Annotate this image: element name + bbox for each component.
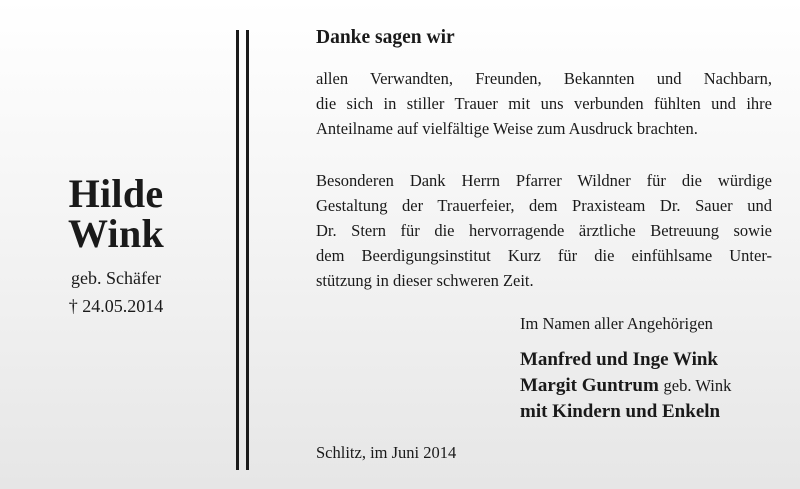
paragraph-line: die sich in stiller Trauer mit uns verbunden fühlten und ihre	[316, 94, 772, 113]
thanks-paragraph-2	[316, 168, 772, 293]
thanks-heading: Danke sagen wir	[316, 27, 455, 48]
paragraph-line: allen Verwandten, Freunden, Bekannten und Nachbarn,	[316, 69, 772, 88]
deceased-first-name: Hilde	[68, 171, 164, 216]
paragraph-line: dem Beerdigungsinstitut Kurz für die einfühlsame Unter-	[316, 246, 772, 265]
signature-name: Manfred und Inge Wink	[520, 349, 718, 370]
deceased-panel	[0, 0, 232, 489]
signature-line	[520, 400, 720, 424]
deceased-death-date: † 24.05.2014	[68, 296, 164, 316]
divider-line-right	[246, 30, 249, 470]
thanks-paragraph-1	[316, 66, 772, 141]
signature-suffix: geb. Wink	[663, 376, 732, 395]
signature-name: Margit Guntrum	[520, 375, 659, 396]
deceased-birth-name: geb. Schäfer	[71, 268, 161, 288]
paragraph-line: Besonderen Dank Herrn Pfarrer Wildner für die würdige	[316, 171, 772, 190]
paragraph-line: Dr. Stern für die hervorragende ärztliche Betreuung sowie	[316, 221, 772, 240]
paragraph-line: stützung in dieser schweren Zeit.	[316, 271, 534, 290]
signature-name: mit Kindern und Enkeln	[520, 401, 721, 422]
signature-line	[520, 348, 718, 372]
place-date: Schlitz, im Juni 2014	[316, 443, 457, 462]
deceased-last-name: Wink	[67, 211, 165, 256]
thanks-panel	[316, 0, 772, 489]
paragraph-line: Anteilname auf vielfältige Weise zum Ausdruck brachten.	[316, 119, 698, 138]
divider-line-left	[236, 30, 239, 470]
signature-line	[520, 374, 731, 398]
paragraph-line: Gestaltung der Trauerfeier, dem Praxisteam Dr. Sauer und	[316, 196, 772, 215]
closing-line: Im Namen aller Angehörigen	[520, 314, 713, 333]
